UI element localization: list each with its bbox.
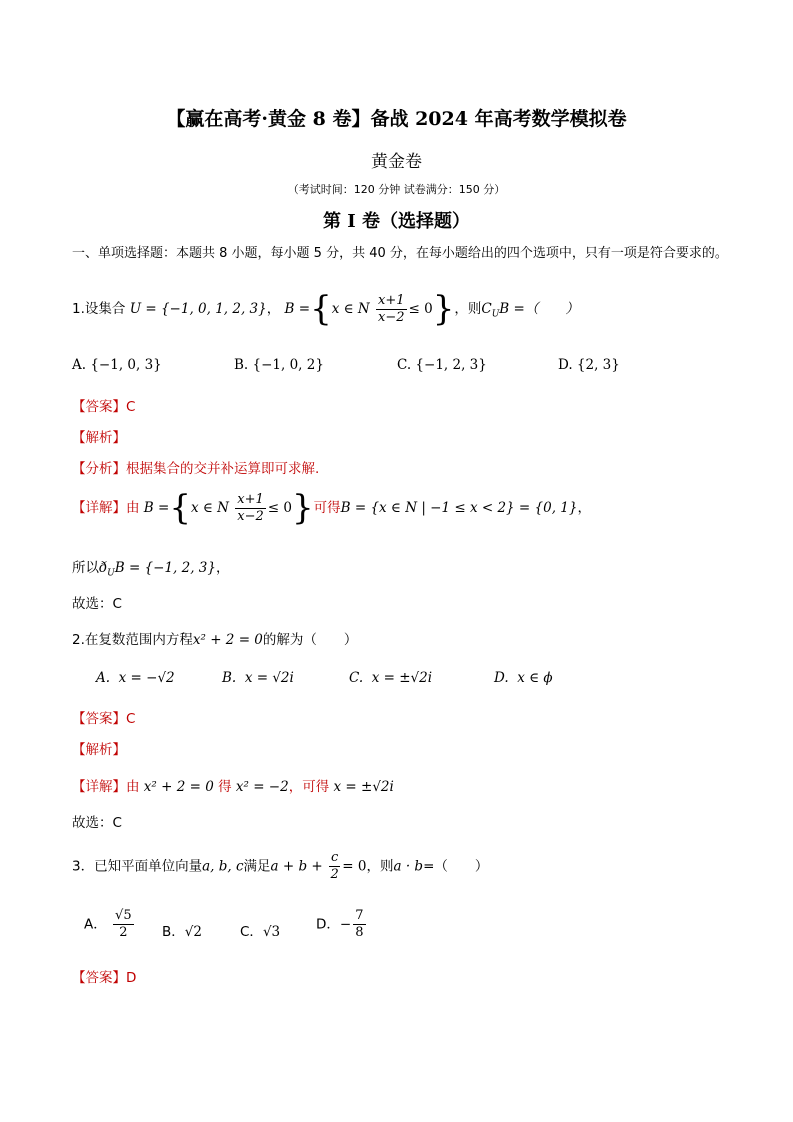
q3-ask: ，则 (366, 858, 394, 875)
q2-analysis-label: 【解析】 (72, 742, 126, 758)
q3-option-c-letter: C． (240, 924, 263, 940)
exam-info: （考试时间：120 分钟 试卷满分：150 分） (287, 183, 506, 196)
q1-ask: ，则 (454, 301, 482, 317)
q3-option-a (84, 908, 136, 941)
q1-option-b: B. {−1, 0, 2} (234, 357, 324, 373)
question-1-stem: 1.设集合 U = {−1, 0, 1, 2, 3}， B ={x ∈ N $\frac{x+1}{x-2}$ ≤ 0}，则$C_UB$ =（ ） (72, 289, 579, 329)
q2-option-b-letter: B. (222, 670, 237, 686)
section-title: 第 I 卷（选择题） (323, 211, 470, 232)
q2-option-c-letter: C. (349, 670, 364, 686)
q2-option-c-expr: x = ±√2i (371, 670, 433, 686)
q3-eq-left: a + b + (270, 858, 323, 875)
q1-inequality: ≤ 0 (408, 301, 433, 317)
q3-option-b (162, 920, 202, 940)
q1-detail-inequality: ≤ 0 (267, 500, 292, 516)
q1-option-c: C. {−1, 2, 3} (397, 357, 487, 373)
q1-detail-mid: 可得 (313, 500, 341, 516)
q2-detail-eq1: x² + 2 = 0 (143, 779, 214, 795)
q1-fraction: $\frac{x+1}{x-2}$ (378, 292, 405, 325)
q3-ask-tail: =（ ） (423, 858, 489, 875)
q3-eq-right: = 0 (342, 858, 367, 875)
q2-answer-label: 【答案】 (72, 711, 126, 727)
q2-option-a-letter: A. (96, 670, 111, 686)
q2-detail-eq3: x = ±√2i (333, 779, 394, 795)
q2-equation: x² + 2 = 0 (192, 632, 263, 648)
q1-set-u: U = {−1, 0, 1, 2, 3} (129, 301, 267, 317)
q3-option-d-sign: − (339, 916, 352, 933)
q1-so-sub: U (107, 568, 115, 579)
q1-conclusion (72, 556, 229, 579)
q1-fenxi-text: 根据集合的交并补运算即可求解. (126, 461, 320, 477)
q3-option-a-fraction: $\frac{√5}{2}$ (115, 908, 132, 940)
q3-option-d-fraction: $\frac{7}{8}$ (355, 908, 364, 940)
q3-option-a-letter: A． (84, 916, 107, 933)
q3-option-c (240, 920, 280, 940)
q2-option-b-expr: x = √2i (244, 670, 294, 686)
q3-dot-product: a · b (393, 858, 424, 875)
q1-so-expr: ð (99, 560, 108, 576)
q1-detail: 【详解】由 B ={x ∈ N $\frac{x+1}{x-2}$ ≤ 0}可得B = {x ∈ N | −1 ≤ x < 2} = {0, 1}， (72, 488, 591, 528)
q1-detail-set-b: B = (143, 500, 170, 516)
q1-complement-sub: U (491, 309, 500, 320)
q2-option-a (96, 670, 175, 686)
q3-vectors: a, b, c (202, 858, 244, 875)
q3-answer-value: D (126, 970, 137, 986)
q2-option-d (494, 670, 553, 686)
q1-so-text: 所以 (72, 560, 99, 576)
q1-detail-fraction: $\frac{x+1}{x-2}$ (237, 491, 264, 524)
q3-option-c-expr: √3 (262, 924, 281, 940)
document-subtitle: 黄金卷 (371, 152, 422, 172)
q1-so-result: B = {−1, 2, 3} (114, 560, 216, 576)
q1-option-a: A. {−1, 0, 3} (72, 357, 162, 373)
question-3-stem (72, 850, 488, 883)
q1-detail-pre: 由 (126, 500, 140, 516)
q2-answer-value: C (126, 711, 136, 727)
q2-option-a-expr: x = −√2 (118, 670, 175, 686)
q2-detail-eq2: x² = −2 (235, 779, 289, 795)
q2-detail-mid: 得 (218, 779, 232, 795)
q2-option-d-letter: D. (494, 670, 509, 686)
q1-answer-value: C (126, 399, 136, 415)
q1-set-b-label: B = (284, 301, 311, 317)
q1-set-b-condition: x ∈ N (331, 301, 370, 317)
q1-fenxi (72, 457, 319, 477)
q2-prefix: 2.在复数范围内方程 (72, 632, 193, 648)
q3-option-d (316, 908, 368, 941)
q1-detail-label: 【详解】 (72, 500, 126, 516)
q1-prefix: 1.设集合 (72, 301, 126, 317)
q3-answer (72, 966, 136, 986)
q1-detail-result: B = {x ∈ N | −1 ≤ x < 2} = {0, 1} (340, 500, 578, 516)
section-instructions: 一、单项选择题：本题共 8 小题，每小题 5 分，共 40 分，在每小题给出的四个选项中，只有一项是符合要求的。 (72, 246, 728, 261)
q3-answer-label: 【答案】 (72, 970, 126, 986)
q1-answer-label: 【答案】 (72, 399, 126, 415)
q3-option-b-expr: √2 (184, 924, 202, 940)
q2-option-d-expr: x ∈ ϕ (517, 670, 553, 686)
q1-option-d: D. {2, 3} (558, 357, 620, 373)
q1-choose: 故选：C (72, 596, 122, 612)
q2-detail-pre: 由 (126, 779, 140, 795)
q3-option-b-letter: B． (162, 924, 185, 940)
q1-so-end: ， (215, 560, 230, 576)
question-2-stem (72, 628, 357, 648)
q2-choose: 故选：C (72, 815, 122, 831)
q2-suffix: 的解为（ ） (262, 632, 358, 648)
q1-detail-end: ， (577, 500, 591, 516)
q3-prefix: 3．已知平面单位向量 (72, 858, 203, 875)
q2-option-b (222, 670, 294, 686)
q1-answer (72, 395, 135, 415)
q1-analysis-label: 【解析】 (72, 430, 126, 446)
q3-option-d-letter: D． (316, 916, 340, 933)
q2-detail-label: 【详解】 (72, 779, 126, 795)
document-title: 【赢在高考·黄金 8 卷】备战 2024 年高考数学模拟卷 (166, 108, 627, 130)
q1-complement: C (481, 301, 492, 317)
q1-fenxi-label: 【分析】 (72, 461, 126, 477)
q2-detail-mid2: ，可得 (288, 779, 330, 795)
q1-ask-tail: B =（ ） (499, 301, 579, 317)
q2-answer (72, 707, 135, 727)
q2-detail (72, 775, 394, 795)
q3-mid: 满足 (243, 858, 271, 875)
q1-detail-condition: x ∈ N (190, 500, 229, 516)
q3-fraction: $\frac{c}{2}$ (330, 850, 339, 882)
q2-option-c (349, 670, 432, 686)
